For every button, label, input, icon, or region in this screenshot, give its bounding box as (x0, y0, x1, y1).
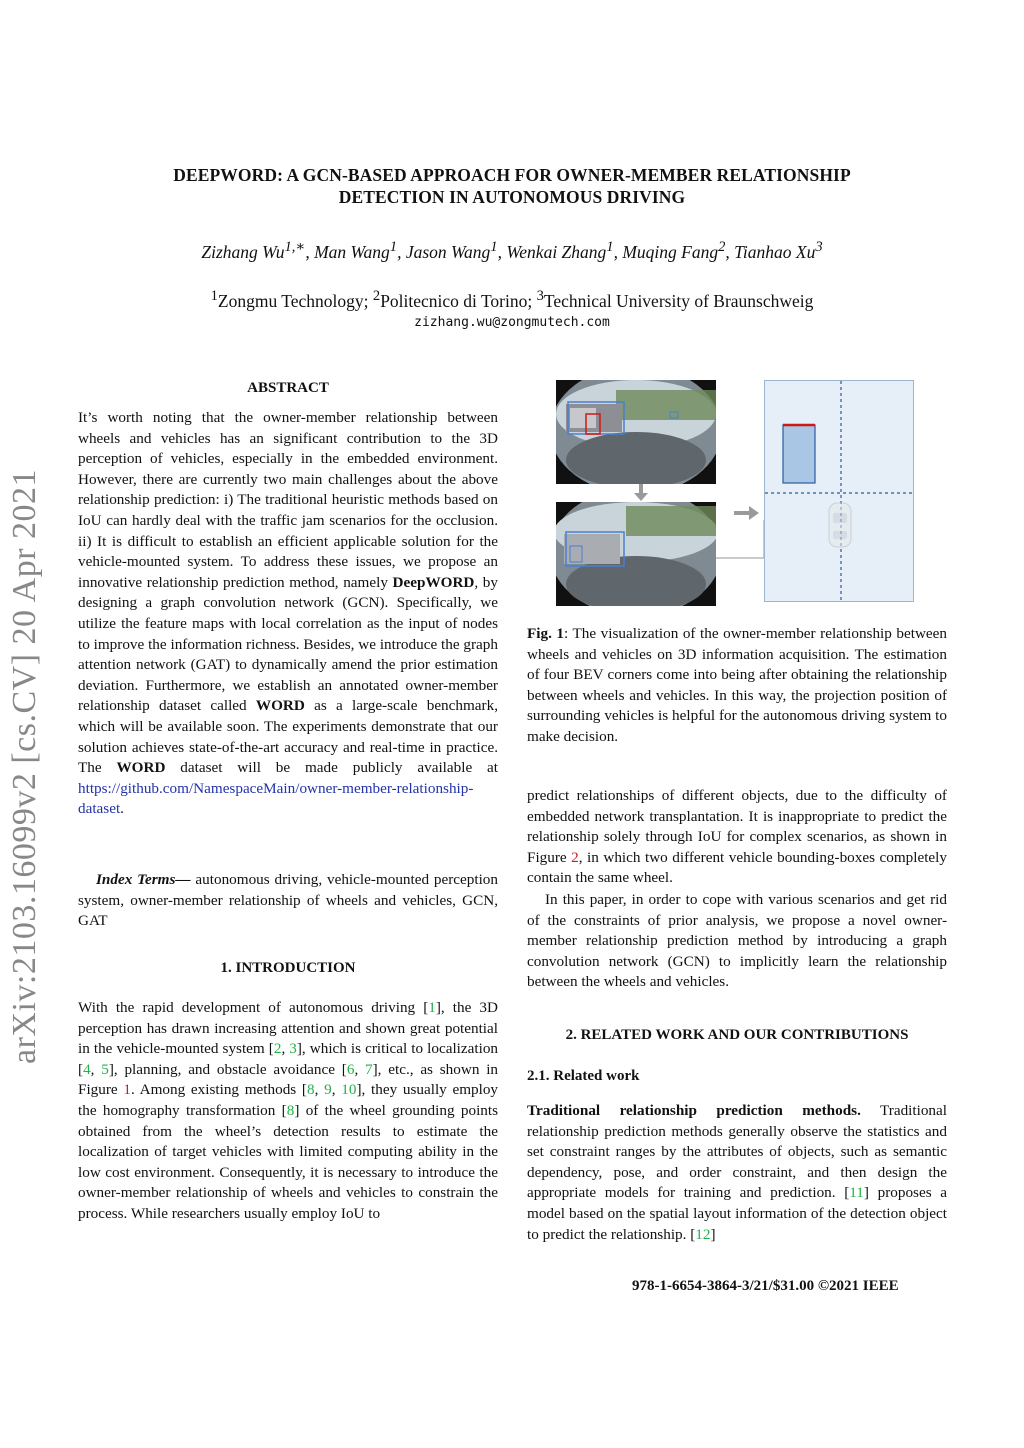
section-2-heading: 2. RELATED WORK AND OUR CONTRIBUTIONS (565, 1027, 909, 1043)
figure-1-caption (527, 624, 947, 748)
citation-link[interactable]: 8 (307, 1081, 315, 1099)
arrow-right-icon (734, 506, 760, 520)
dataset-name: WORD (255, 697, 305, 715)
intro-text: ], the 3D perception has drawn increasing attention and shown great potential in the vehicle-mounted system [ (78, 999, 498, 1058)
intro-text: . Among existing methods [ (130, 1081, 307, 1099)
author-affil-sup: 2 (718, 239, 726, 255)
citation-separator: , (314, 1081, 325, 1099)
arrow-down-icon (634, 484, 648, 502)
affil-name: Zongmu Technology (217, 290, 364, 311)
index-terms (78, 870, 498, 932)
subsection-heading: 2.1. Related work (527, 1068, 640, 1084)
abstract-text: , by designing a graph convolution network (GCN). Specifically, we utilize the feature maps with local correlation as the input of nodes to improve the information richness. Besides, we introduce the graph attention network (GAT) to dynamically amend the prior estimation deviation. Furthermore, we establish an annotated owner-member relationship dataset called (78, 573, 498, 715)
citation-link[interactable]: 12 (695, 1225, 711, 1243)
index-terms-label: Index Terms— (96, 871, 191, 888)
figure-label: Fig. 1 (527, 625, 565, 642)
fisheye-camera-image-top (556, 380, 716, 484)
author-name: Muqing Fang (622, 241, 719, 262)
author-list: Zizhang $Wu^{1,∗}$, Man Wang$^1$, Jason Wang$^1$, Wenkai Zhang$^1$, Muqing Fang$^2$, Tianhao Xu$^3$ (201, 239, 823, 262)
body-text: predict relationships of different objects, due to the difficulty of embedded network transplantation. It is inappropriate to predict the relationship solely through IoU for complex scenarios, as shown in Figure (527, 787, 947, 866)
author-name: Tianhao Xu (734, 241, 816, 262)
affil-sup: 1 (210, 288, 218, 304)
body-text: ] proposes a model based on the spatial layout information of the detection object to predict the relationship. [ (527, 1184, 947, 1243)
citation-separator: , (331, 1081, 342, 1099)
body-text: ] (710, 1225, 716, 1243)
affiliations: $^1$Zongmu Technology; $^2$Politecnico di Torino; $^3$Technical University of Braunschweig (210, 288, 814, 311)
citation-link[interactable]: 4 (83, 1060, 91, 1078)
citation-link[interactable]: 7 (365, 1060, 373, 1078)
citation-link[interactable]: 6 (346, 1060, 355, 1078)
body-text: , in which two different vehicle bounding-boxes completely contain the same wheel. (527, 848, 947, 887)
paper-paragraph (527, 890, 947, 993)
citation-link[interactable]: 8 (286, 1101, 295, 1119)
author-name: Man Wang (314, 241, 390, 262)
author-name: Jason Wang (405, 241, 491, 262)
right-column-body (527, 786, 947, 889)
citation-link[interactable]: 3 (289, 1040, 297, 1058)
author-name: Wenkai Zhang (506, 241, 607, 262)
index-terms-text: autonomous driving, vehicle-mounted perception system, owner-member relationship of wheels and vehicles, GCN, GAT (78, 871, 498, 930)
figure-link[interactable]: 1 (123, 1081, 131, 1099)
affil-sup: 2 (372, 288, 381, 304)
figure-link[interactable]: 2 (571, 848, 579, 866)
intro-text: ] of the wheel grounding points obtained from the wheel’s detection results to estimate the localization of target vehicles with limited computing ability in the low cost environment. Consequently, it is necessary to introduce the owner-member relationship of wheels and vehicles to constrain the process. While researchers usually employ IoU to (78, 1101, 499, 1222)
author-affil-sup: 1 (606, 239, 614, 255)
abstract-text: . (120, 800, 124, 818)
author-affil-sup: 1,∗ (284, 239, 306, 255)
paper-title (90, 164, 934, 208)
citation-separator: , (354, 1060, 366, 1078)
paragraph-lead: Traditional relationship prediction methods. (527, 1102, 861, 1119)
citation-link[interactable]: 11 (849, 1184, 864, 1202)
body-text: In this paper, in order to cope with various scenarios and get rid of the constraints of prior analysis, we propose a novel owner-member relationship prediction method by introducing a graph convolution network (GCN) to implicitly learn the relationship between the wheels and vehicles. (527, 891, 947, 991)
abstract-text: It’s worth noting that the owner-member relationship between wheels and vehicles has an significant contribution to the 3D perception of vehicles, especially in the embedded environment. However, there are currently two main challenges about the above relationship prediction: i) The traditional heuristic methods based on IoU can hardly deal with the traffic jam scenarios for the occlusion. ii) It is difficult to establish an efficient applicable solution for the vehicle-mounted system. To address these issues, we propose an innovative relationship prediction method, namely (78, 409, 498, 591)
intro-text: ], they usually employ the homography transformation [ (78, 1081, 499, 1119)
author-affil-sup: 1 (490, 239, 498, 255)
citation-link[interactable]: 9 (324, 1081, 332, 1099)
affil-sup: 3 (536, 288, 544, 304)
citation-link[interactable]: 2 (273, 1040, 282, 1058)
author-affil-sup: 1 (389, 239, 398, 255)
intro-text: ], planning, and obstacle avoidance [ (108, 1060, 347, 1078)
copyright-footer: 978-1-6654-3864-3/21/$31.00 ©2021 IEEE (632, 1278, 899, 1294)
intro-body (78, 998, 498, 1225)
fisheye-camera-image-bottom (556, 502, 716, 606)
intro-text: ], etc., as shown in Figure (78, 1060, 499, 1099)
intro-heading: 1. INTRODUCTION (220, 960, 356, 976)
related-work-body (527, 1101, 947, 1245)
ego-vehicle-icon (829, 503, 851, 547)
connector-line (716, 520, 766, 560)
title-line-2: DETECTION IN AUTONOMOUS DRIVING (338, 187, 686, 207)
abstract-text: dataset will be made publicly available at (165, 759, 498, 777)
dataset-link[interactable]: https://github.com/NamespaceMain/owner-member-relationship-dataset (78, 779, 474, 818)
abstract-body (78, 408, 498, 820)
citation-link[interactable]: 5 (101, 1060, 109, 1078)
caption-text: : The visualization of the owner-member relationship between wheels and vehicles on 3D information acquisition. The estimation of four BEV corners come into being after obtaining the relationship between wheels and vehicles. In this way, the projection position of surrounding vehicles is helpful for the autonomous driving system to make decision. (527, 625, 947, 745)
abstract-heading: ABSTRACT (247, 380, 329, 396)
author-affil-sup: 3 (815, 239, 823, 255)
author-name: Zizhang Wu (201, 241, 285, 262)
contact-email: zizhang.wu@zongmutech.com (414, 315, 610, 330)
method-name: DeepWORD (392, 573, 475, 591)
bev-panel (764, 380, 914, 602)
citation-separator: , (90, 1060, 102, 1078)
body-text: Traditional relationship prediction methods generally observe the statistics and set constraint ranges by the attributes of objects, such as semantic dependency, pose, and order constraint, and then design the appropriate models for training and prediction. [ (527, 1102, 947, 1202)
intro-text: ], which is critical to localization [ (78, 1040, 499, 1078)
title-line-1: DEEPWORD: A GCN-BASED APPROACH FOR OWNER-MEMBER RELATIONSHIP (173, 165, 851, 185)
arxiv-side-label: arXiv:2103.16099v2 [cs.CV] 20 Apr 2021 (6, 468, 43, 1064)
bev-diagram (765, 381, 913, 601)
intro-text: With the rapid development of autonomous driving [ (78, 999, 429, 1016)
citation-separator: , (281, 1040, 290, 1058)
dataset-name: WORD (116, 759, 166, 777)
affil-name: Technical University of Braunschweig (543, 290, 814, 311)
citation-link[interactable]: 1 (428, 999, 436, 1016)
citation-link[interactable]: 10 (341, 1081, 357, 1099)
abstract-text: as a large-scale benchmark, which will be available soon. The experiments demonstrate that our solution achieves state-of-the-art accuracy and real-time in practice. The (78, 697, 498, 777)
affil-name: Politecnico di Torino (380, 290, 528, 311)
